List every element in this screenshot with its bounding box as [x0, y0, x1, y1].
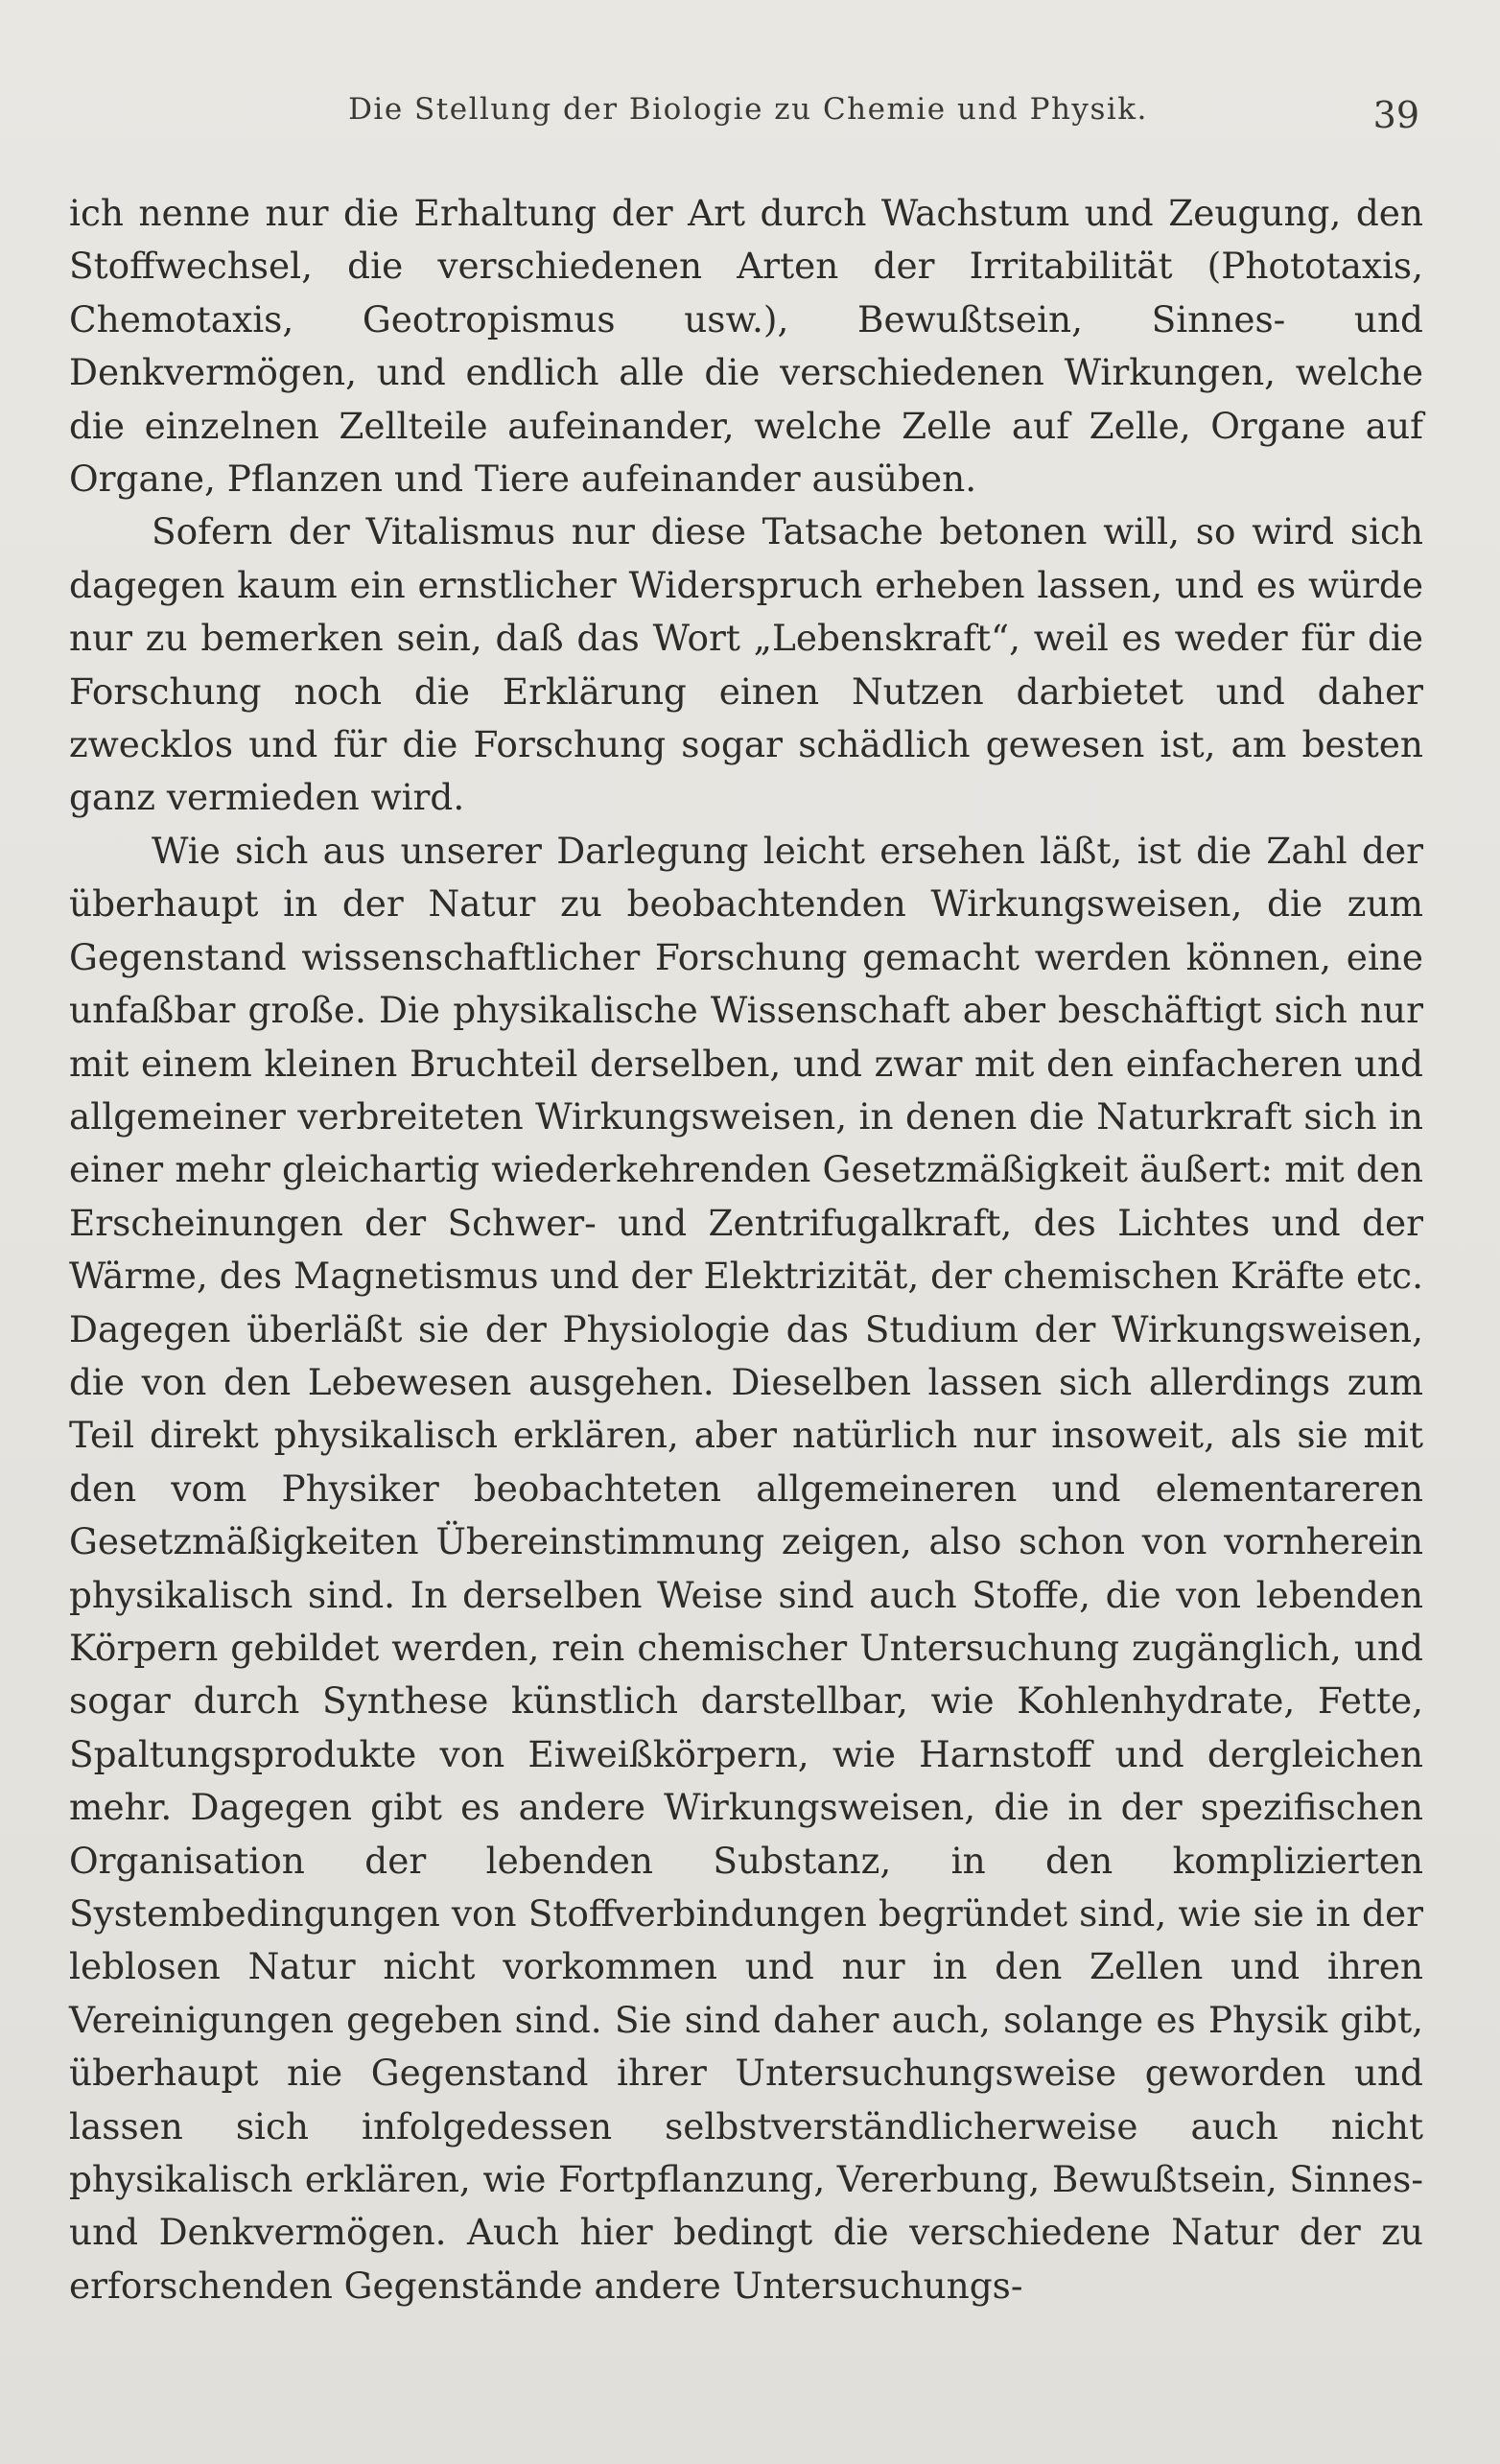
page-header	[67, 92, 1429, 138]
paragraph-vitalismus: Sofern der Vitalismus nur diese Tatsache betonen will, so wird sich dagegen kaum ein ernstlicher Widerspruch erheben lassen, und es würde nur zu bemerken sein, daß das Wort „Lebenskraft“, weil es weder für die Forschung noch die Erklärung einen Nutzen darbietet und daher zwecklos und für die Forschung sogar schädlich gewesen ist, am besten ganz vermieden wird.	[69, 510, 1423, 819]
running-title: Die Stellung der Biologie zu Chemie und Physik.	[348, 92, 1148, 127]
body-text	[69, 187, 1423, 2312]
page-number: 39	[1372, 94, 1419, 136]
paragraph-continuation: ich nenne nur die Erhaltung der Art durch Wachstum und Zeugung, den Stoffwechsel, die verschiedenen Arten der Irritabilität (Phototaxis, Chemotaxis, Geotropismus usw.), Bewußtsein, Sinnes- und Denkvermögen, und endlich alle die verschiedenen Wirkungen, welche die einzelnen Zellteile aufeinander, welche Zelle auf Zelle, Organe auf Organe, Pflanzen und Tiere aufeinander ausüben.	[69, 192, 1423, 501]
paragraph-wirkungsweisen: Wie sich aus unserer Darlegung leicht ersehen läßt, ist die Zahl der überhaupt in der Natur zu beobachtenden Wirkungsweisen, die zum Gegenstand wissenschaftlicher Forschung gemacht werden können, eine unfaßbar große. Die physikalische Wissenschaft aber beschäftigt sich nur mit einem kleinen Bruchteil derselben, und zwar mit den einfacheren und allgemeiner verbreiteten Wirkungsweisen, in denen die Naturkraft sich in einer mehr gleichartig wiederkehrenden Gesetzmäßigkeit äußert: mit den Erscheinungen der Schwer- und Zentrifugalkraft, des Lichtes und der Wärme, des Magnetismus und der Elektrizität, der chemischen Kräfte etc. Dagegen überläßt sie der Physiologie das Studium der Wirkungsweisen, die von den Lebewesen ausgehen. Dieselben lassen sich allerdings zum Teil direkt physikalisch erklären, aber natürlich nur insoweit, als sie mit den vom Physiker beobachteten allgemeineren und elementareren Gesetzmäßigkeiten Übereinstimmung zeigen, also schon von vornherein physikalisch sind. In derselben Weise sind auch Stoffe, die von lebenden Körpern gebildet werden, rein chemischer Untersuchung zugänglich, und sogar durch Synthese künstlich darstellbar, wie Kohlenhydrate, Fette, Spaltungsprodukte von Eiweißkörpern, wie Harnstoff und dergleichen mehr. Dagegen gibt es andere Wirkungsweisen, die in der spezifischen Organisation der lebenden Substanz, in den komplizierten Systembedingungen von Stoffverbindungen begründet sind, wie sie in der leblosen Natur nicht vorkommen und nur in den Zellen und ihren Vereinigungen gegeben sind. Sie sind daher auch, solange es Physik gibt, überhaupt nie Gegenstand ihrer Untersuchungsweise geworden und lassen sich infolgedessen selbstverständlicherweise auch nicht physikalisch erklären, wie Fortpflanzung, Vererbung, Bewußtsein, Sinnes- und Denkvermögen. Auch hier bedingt die verschiedene Natur der zu erforschenden Gegenstände andere Untersuchungs-	[69, 829, 1423, 2307]
